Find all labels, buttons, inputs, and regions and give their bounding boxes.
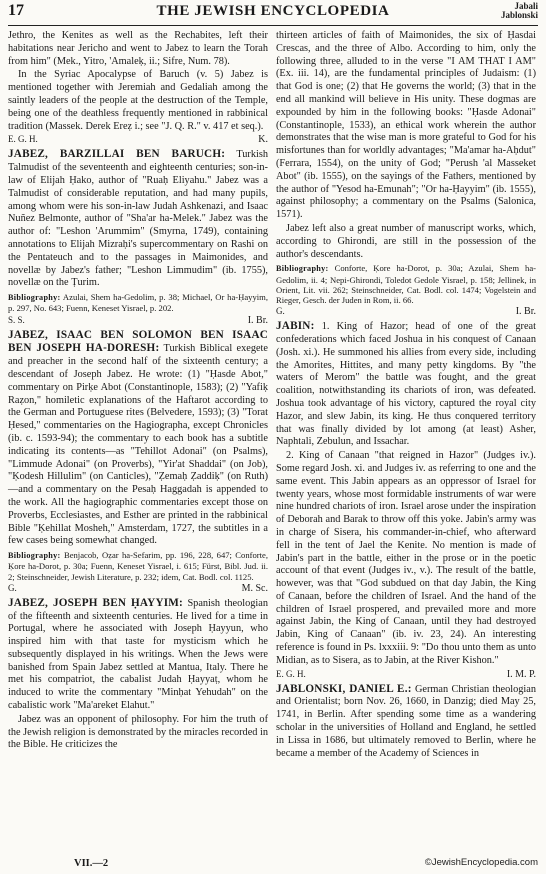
contributor-signature: [8, 583, 268, 594]
paragraph: In the Syriac Apocalypse of Baruch (v. 5) Jabez is mentioned together with Jeremiah and Gedaliah among the saintly leaders of the people at the destruction of the Temple, being one of the deathless frequently mentioned in rabbinical tradition (Massek. Derek Ereẓ i.; see "J. Q. R." v. 417 et seq.).: [8, 69, 268, 132]
author-initials: K.: [258, 134, 268, 146]
page-footer: [8, 855, 538, 869]
paragraph: 2. King of Canaan "that reigned in Hazor" (Judges iv.). Some regard Josh. xi. and Judges iv. as referring to one and the same event. This Jabin appears as an oppressor of Israel for twenty years, whose most formidable instruments of war were nine hundred chariots of iron. Israel arose under the inspiration of Deborah and Barak to throw off this yoke. Jabin's army was in charge of Sisera, his commander-in-chief, who afterward fell in the tent of Jael the Kenite. No mention is made of Jabin's part in the battle, either in the prose or in the poetic account of that event (Judges iv., v.). The result of the battle, however, was that "God subdued on that day Jabin, the King of Canaan, before the children of Israel. And the hand of the children of Israel prospered, and prevailed more and more against Jabin, the King of Canaan, until they had destroyed Jabin, King of Canaan" (ib. iv. 23, 24). An interesting reference is found in Ps. lxxxiii. 9: "Do thou unto them as unto Midian, as to Sisera, as to Jabin, at the River Kishon.": [276, 450, 536, 666]
classification-initials: S. S.: [8, 314, 25, 325]
contributor-signature: [276, 306, 536, 317]
left-column: [8, 30, 268, 753]
guide-words: [501, 2, 538, 20]
paragraph: Jethro, the Kenites as well as the Rechabites, left their habitations near Jericho and went to Jabez to learn the Torah from him" (Mek., Yitro, 'Amaleḳ, ii.; Sifre, Num. 78).: [8, 30, 268, 67]
article-heading: JABEZ, BARZILLAI BEN BARUCH:: [8, 148, 226, 161]
bibliography: [8, 292, 268, 313]
contributor-signature: [276, 669, 536, 680]
author-initials: I. Br.: [515, 306, 536, 318]
author-initials: I. M. P.: [506, 668, 536, 680]
bibliography-label: Bibliography:: [276, 264, 329, 274]
classification-initials: E. G. H.: [276, 668, 306, 679]
article-body: German Christian theologian and Orientalist; born Nov. 26, 1660, in Danzig; died May 25, 1741, in Berlin. After spending some time as a wandering scholar in the universities of Holland and England, he settled in Lissa in 1686, but ultimately removed to Berlin, where he became a member of the Academy of Sciences in: [276, 683, 536, 759]
article-body: 1. King of Hazor; head of one of the great confederations which faced Joshua in his conquest of Canaan (Josh. xi.). He summoned his allies from every side, including the Amorites, Hittites, and many petty kingdoms. By "the waters of Merom" the battle was fought, and the great coalition, notwithstanding its chariots of iron, was defeated. Joshua took advantage of his victory, captured the royal city Hazor, and slew Jabin, its king. He thus conquered territory that was finally divided by lot among (at least) Asher, Naphtali, Zebulun, and Issachar.: [276, 321, 536, 448]
article-entry: [276, 683, 536, 761]
contributor-signature: [8, 315, 268, 326]
article-entry: [8, 597, 268, 713]
guide-word-first: Jabali: [514, 1, 538, 11]
paragraph: thirteen articles of faith of Maimonides, the six of Ḥasdai Crescas, and the three of Albo. According to him, only the following three, alluded to in the verse "I AM THAT I AM" (Ex. iii. 14), are the fundamental principles of Judaism: (1) that God is one; (2) that He governs the world; (3) that in the end all mankind will believe in His unity. These dogmas are expounded by him in the following books: "Ḥasde Adonai" (Constantinople, 1533), an ethical work wherein the author demonstrates that the wise man is more grateful to God for his misfortunes than for worldly advantages; "Ma'amar ha-Aḥdut" (Ferrara, 1554), on the unity of God; "Perush 'al Masseket Abot" (ib. 1555), on the sayings of the Fathers, mentioned by the author of "Yesod ha-Emunah"; "Or ha-Ḥayyim" (ib. 1555), against philosophy; a commentary on the Psalms (Salonica, 1571).: [276, 30, 536, 221]
page-header: [8, 2, 538, 26]
bibliography-text: Azulai, Shem ha-Gedolim, p. 38; Michael, Or ha-Ḥayyim, p. 297, No. 643; Fuenn, Keneset Yisrael, p. 202.: [8, 292, 268, 314]
header-rule: [8, 25, 538, 26]
volume-signature: VII.—2: [74, 858, 109, 869]
article-heading: JABEZ, JOSEPH BEN ḤAYYIM:: [8, 596, 183, 609]
right-column: [276, 30, 536, 761]
bibliography: [276, 263, 536, 305]
article-body: Turkish Talmudist of the seventeenth and eighteenth centuries; son-in-law of Elijah Ḥako, author of "Ruaḥ Eliyahu." Jabez was a Talmudist of considerable reputation, and had many pupils, among whom were his son-in-law Judah Ashkenazi, and Isaac Nuñez Belmonte, author of "Sha'ar ha-Melek." Jabez was the author of: "Leshon 'Arummim" (Smyrna, 1749), containing annotations to Elijah Mizraḥi's supercommentary on Rashi on the Pentateuch and to the passages in Maimonides, and novellæ by Jabez's father; "Leshon Limmudim" (ib. 1755), novellæ on the Ṭurim.: [8, 149, 268, 289]
article-heading: JABLONSKI, DANIEL E.:: [276, 682, 412, 695]
contributor-signature: [8, 134, 268, 145]
article-heading: JABEZ, ISAAC BEN SOLOMON BEN ISAAC BEN JOSEPH HA-DORESH:: [8, 328, 268, 355]
article-body: Spanish theologian of the fifteenth and sixteenth centuries. He lived for a time in Portugal, where he associated with Joseph Ḥayyun, who inspired him with that taste for mysticism which he subsequently displayed in his writings. When the Jews were banished from Spain Jabez settled at Mantua, Italy. There he met his compatriot, the cabalist Judah Ḥayyaṭ, whom he induced to write the commentary "Minḥat Yehudah" on the cabalistic work "Ma'areket Elahut.": [8, 597, 268, 712]
article-heading: JABIN:: [276, 320, 315, 333]
bibliography-label: Bibliography:: [8, 551, 61, 561]
author-initials: M. Sc.: [241, 582, 268, 594]
paragraph: Jabez was an opponent of philosophy. For him the truth of the Jewish religion is demonstrated by the miracles recorded in the Bible. He criticizes the: [8, 713, 268, 751]
bibliography-text: Conforte, Ḳore ha-Dorot, p. 30a; Azulai, Shem ha-Gedolim, ii. 4; Nepi-Ghirondi, Toledot Gedole Yisrael, p. 158; Jellinek, in Orient, Lit. vii. 262; Steinschneider, Cat. Bodl. col. 1474; Vogelstein and Rieger, Gesch. der Juden in Rom, ii. 66.: [276, 263, 536, 305]
bibliography-label: Bibliography:: [8, 293, 61, 303]
running-head: THE JEWISH ENCYCLOPEDIA: [156, 3, 390, 19]
author-initials: I. Br.: [247, 314, 268, 326]
article-entry: [8, 329, 268, 549]
page-number: 17: [8, 2, 24, 19]
article-entry: [276, 320, 536, 449]
guide-word-last: Jablonski: [500, 10, 538, 20]
classification-initials: E. G. H.: [8, 134, 38, 145]
paragraph: Jabez left also a great number of manuscript works, which, according to Ghirondi, are still in the possession of the author's descendants.: [276, 222, 536, 260]
bibliography-text: Benjacob, Oẓar ha-Sefarim, pp. 196, 228, 647; Conforte, Ḳore ha-Dorot, p. 30a; Fuenn, Keneset Yisrael, i. 615; Fürst, Bibl. Jud. ii. 2; Steinschneider, Jewish Literature, p. 232; idem, Cat. Bodl. col. 1125.: [8, 550, 268, 582]
bibliography: [8, 550, 268, 582]
classification-initials: G.: [276, 306, 285, 317]
article-entry: [8, 148, 268, 290]
classification-initials: G.: [8, 582, 17, 593]
copyright-credit: ©JewishEncyclopedia.com: [424, 857, 538, 868]
article-body: Turkish Biblical exegete and preacher in the second half of the sixteenth century; a descendant of Joseph Jabez. He wrote: (1) "Ḥasde Abot," commentary on Pirḳe Abot (Constantinople, 1583); (2) "Yafiḳ Raẓon," homiletic explanations of the Haftarot according to the German and Portuguese rites (Belvedere, 1593); (3) "Torat Ḥesed," commentaries on the Hagiographa, except Chronicles (ib. c. 1593-94); the commentary to each book has a subtitle indicating its contents—as "Tehillot Adonai" (on Psalms), "Limmude Adonai" (on Proverbs), "Yir'at Shaddai" (on Job), "Ḳodesh Hillulim" (on Canticles), "Ẓemaḥ Ẓaddiḳ" (on Ruth)—and a commentary on the Pesaḥ Haggadah is appended to the work. All the hagiographic commentaries except those on Proverbs, Ecclesiastes, and Esther are printed in the rabbinical Bible "Ḳehillat Mosheh," Amsterdam, 1727, the subtitles in a few cases being somewhat changed.: [8, 343, 268, 547]
